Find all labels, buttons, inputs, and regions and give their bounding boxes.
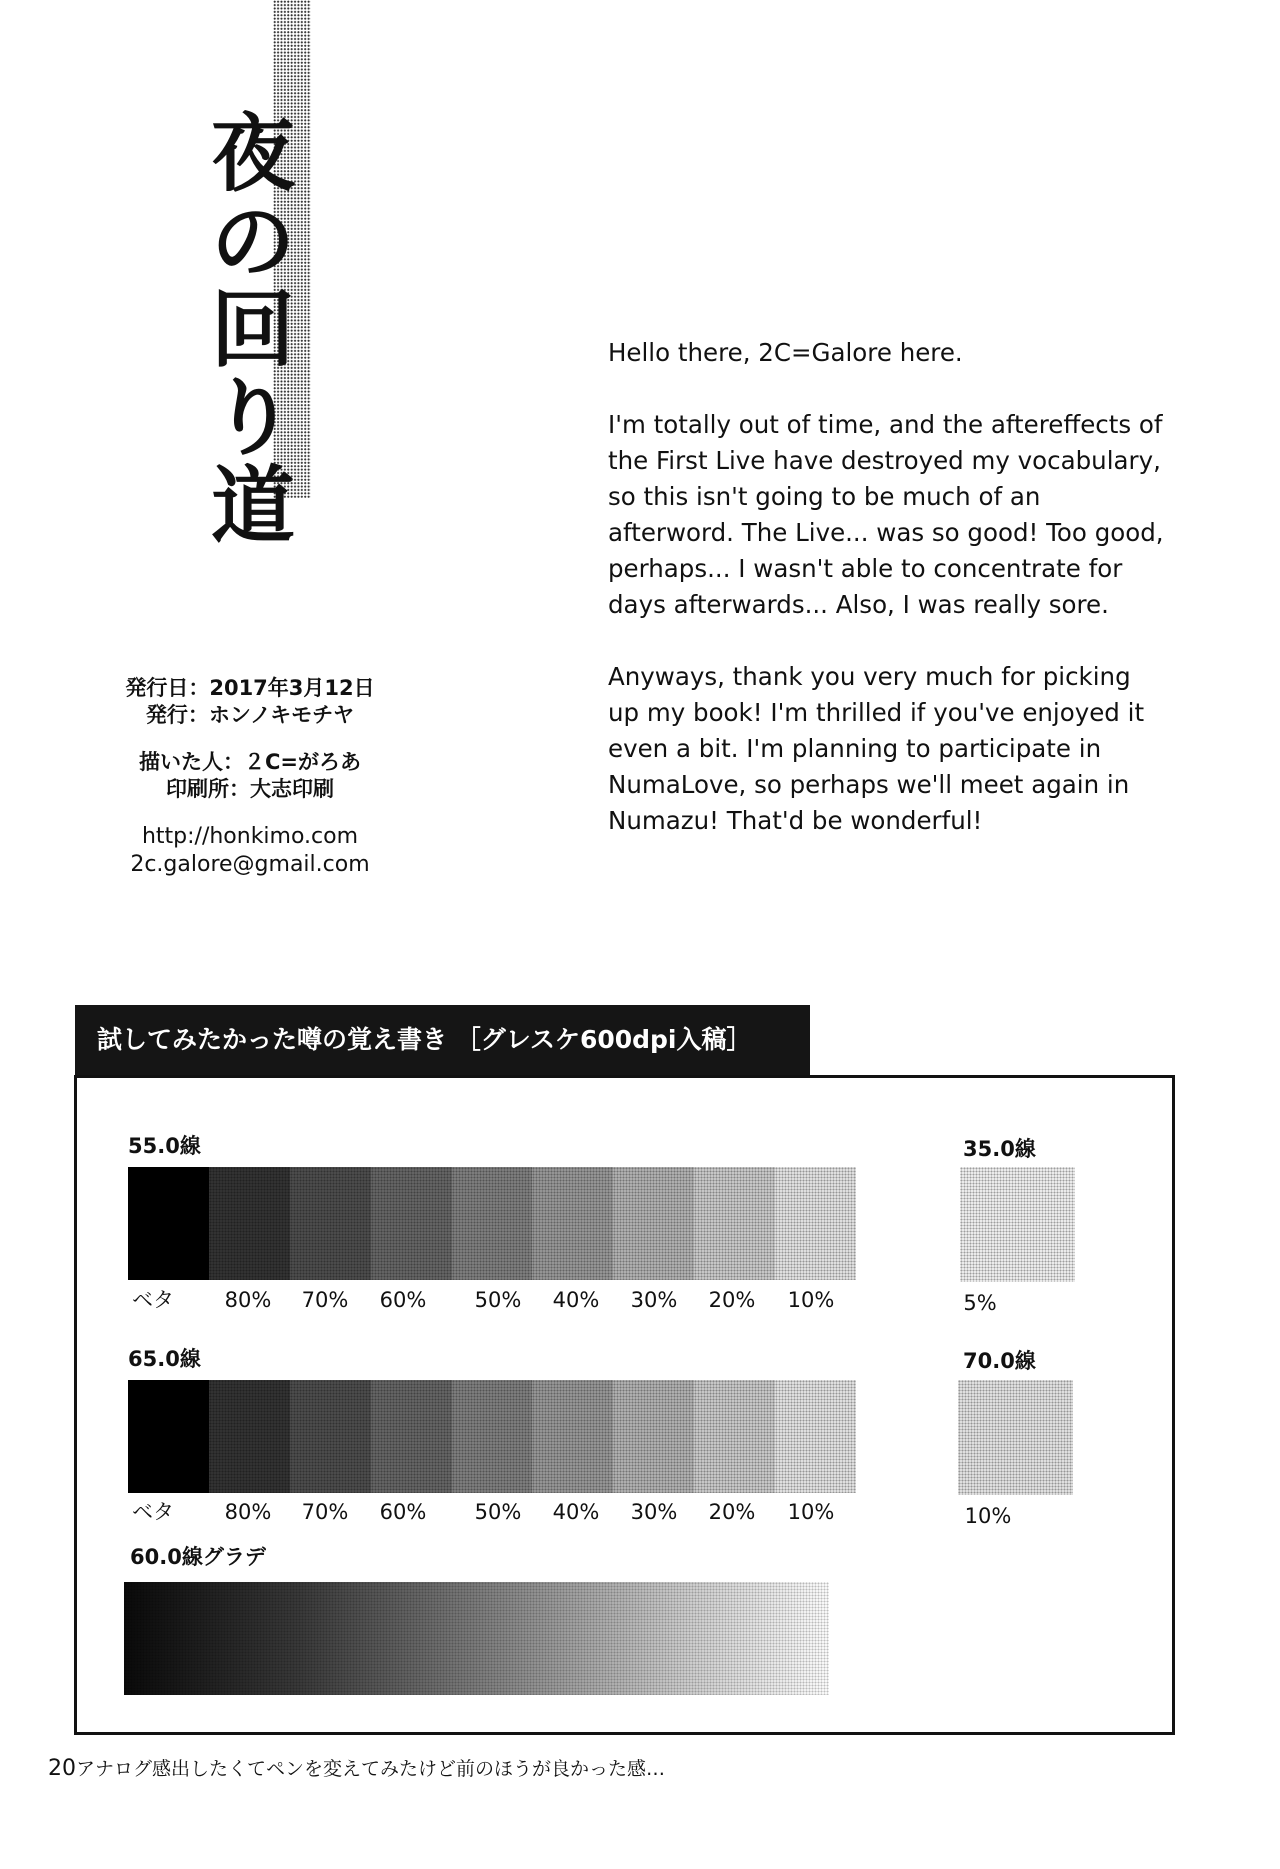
title-char: 夜 bbox=[210, 104, 295, 203]
tone-percent: 40% bbox=[552, 1288, 600, 1312]
page-number: 20 bbox=[48, 1756, 76, 1781]
vertical-title bbox=[208, 104, 298, 555]
tone-percent: 80% bbox=[224, 1288, 272, 1312]
tone-swatch bbox=[128, 1380, 209, 1493]
side-swatch bbox=[958, 1380, 1073, 1495]
tone-swatch bbox=[452, 1167, 533, 1280]
printer: 印刷所：大志印刷 bbox=[166, 777, 334, 801]
publisher: 発行：ホンノキモチヤ bbox=[145, 703, 355, 727]
tone-swatch bbox=[613, 1380, 694, 1493]
tone-percent: 10% bbox=[787, 1500, 835, 1524]
title-char: の bbox=[210, 192, 295, 291]
row-label: 65.0線 bbox=[128, 1347, 201, 1371]
tone-swatch bbox=[371, 1167, 452, 1280]
website-url: http://honkimo.com bbox=[141, 824, 359, 849]
tone-percent: 20% bbox=[708, 1288, 756, 1312]
tone-swatch bbox=[290, 1167, 371, 1280]
footer-caption: アナログ感出したくてペンを変えてみたけど前のほうが良かった感… bbox=[76, 1758, 666, 1780]
title-char: 回 bbox=[210, 280, 295, 379]
tone-percent: 70% bbox=[301, 1500, 349, 1524]
tone-percent: 10% bbox=[787, 1288, 835, 1312]
publish-date: 発行日：2017年3月12日 bbox=[125, 676, 375, 700]
afterword-paragraph: Hello there, 2C=Galore here. bbox=[608, 338, 963, 367]
tone-percent: 70% bbox=[301, 1288, 349, 1312]
tone-percent: 80% bbox=[224, 1500, 272, 1524]
panel-header: 試してみたかった噂の覚え書き ［グレスケ600dpi入稿］ bbox=[75, 1005, 810, 1075]
email-address: 2c.galore@gmail.com bbox=[130, 852, 370, 877]
side-percent: 5% bbox=[963, 1291, 997, 1315]
side-swatch bbox=[960, 1167, 1075, 1282]
title-char: り bbox=[210, 368, 295, 467]
halftone-gradient bbox=[124, 1582, 829, 1695]
gradient-label: 60.0線グラデ bbox=[130, 1545, 266, 1569]
tone-swatch bbox=[694, 1380, 775, 1493]
tone-swatch bbox=[290, 1380, 371, 1493]
tone-percent: 40% bbox=[552, 1500, 600, 1524]
tone-percent: 60% bbox=[379, 1288, 427, 1312]
tone-percent: 30% bbox=[630, 1288, 678, 1312]
tone-percent: 50% bbox=[474, 1500, 522, 1524]
tone-swatch bbox=[694, 1167, 775, 1280]
tone-swatch bbox=[532, 1380, 613, 1493]
tone-percent: 20% bbox=[708, 1500, 756, 1524]
tone-swatch bbox=[532, 1167, 613, 1280]
tone-swatch bbox=[452, 1380, 533, 1493]
afterword bbox=[608, 335, 1168, 875]
afterword-paragraph: I'm totally out of time, and the aftereffects of the First Live have destroyed my vocabulary, so this isn't going to be much of an afterword. The Live... was so good! Too good, perhaps... I wasn't able to concentrate for days afterwards... Also, I was really sore. bbox=[608, 410, 1164, 619]
title-char: 道 bbox=[210, 456, 295, 555]
footer bbox=[48, 1755, 665, 1783]
tone-strip bbox=[128, 1167, 856, 1280]
tone-swatch bbox=[371, 1380, 452, 1493]
tone-percent: ベタ bbox=[132, 1500, 174, 1524]
side-label: 35.0線 bbox=[963, 1137, 1036, 1161]
artist: 描いた人：２C=がろあ bbox=[138, 750, 361, 774]
tone-swatch bbox=[775, 1167, 856, 1280]
tone-swatch bbox=[128, 1167, 209, 1280]
tone-swatch bbox=[775, 1380, 856, 1493]
tone-swatch bbox=[209, 1380, 290, 1493]
tone-swatch bbox=[209, 1167, 290, 1280]
tone-swatch bbox=[613, 1167, 694, 1280]
tone-percent: 30% bbox=[630, 1500, 678, 1524]
tone-percent: 60% bbox=[379, 1500, 427, 1524]
colophon bbox=[100, 675, 400, 879]
side-percent: 10% bbox=[964, 1504, 1012, 1528]
side-label: 70.0線 bbox=[963, 1349, 1036, 1373]
row-label: 55.0線 bbox=[128, 1134, 201, 1158]
tone-percent: ベタ bbox=[132, 1288, 174, 1312]
afterword-paragraph: Anyways, thank you very much for picking up my book! I'm thrilled if you've enjoyed it even a bit. I'm planning to participate in NumaLove, so perhaps we'll meet again in Numazu! That'd be wonderful! bbox=[608, 662, 1145, 835]
tone-strip bbox=[128, 1380, 856, 1493]
tone-percent: 50% bbox=[474, 1288, 522, 1312]
